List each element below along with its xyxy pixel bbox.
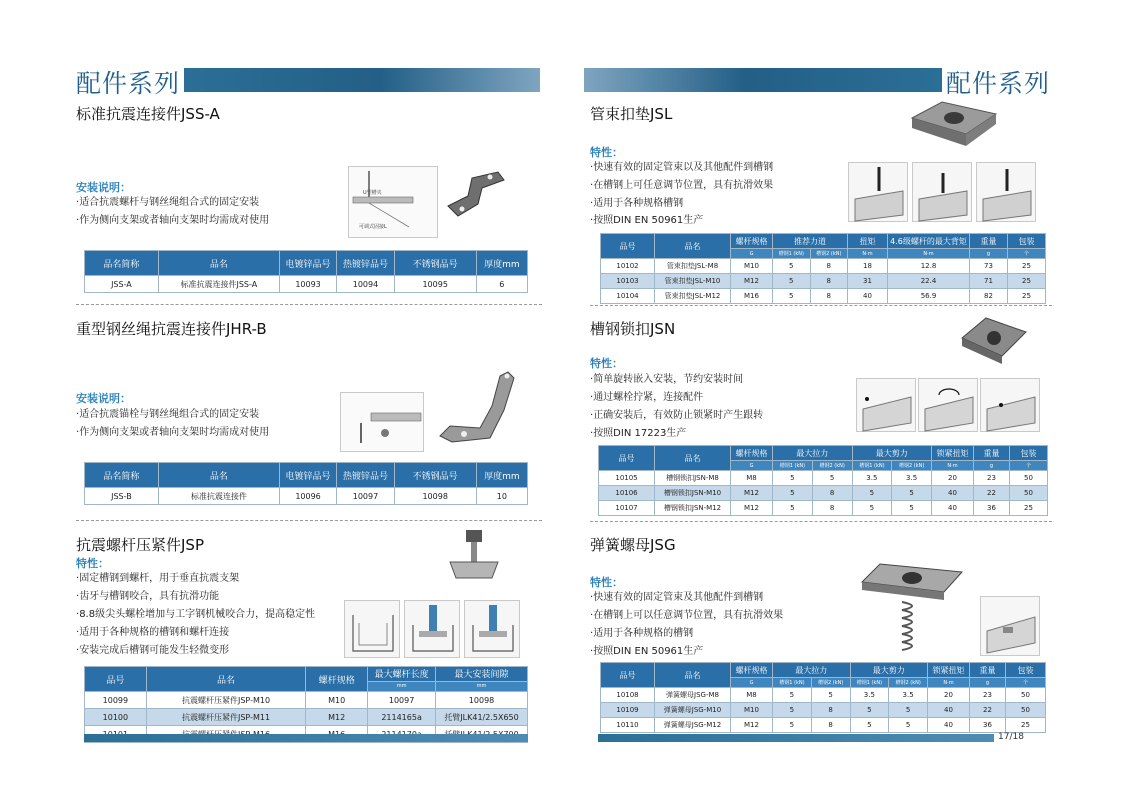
jsg-product-image: [858, 558, 968, 658]
table-row: 10104 管束扣垫JSL-M12 M16 5 8 40 56.9 82 25: [601, 289, 1046, 304]
jsg-diagram: [980, 596, 1040, 656]
jsg-title: 弹簧螺母JSG: [590, 536, 676, 554]
jhr-b-bullet-2: ·作为侧向支架或者轴向支架时均需成对使用: [76, 427, 270, 438]
jsp-bullet-1: ·固定槽钢到螺杆，用于垂直抗震支架: [76, 573, 240, 584]
jhr-b-title: 重型钢丝绳抗震连接件JHR-B: [76, 320, 267, 338]
divider: [590, 521, 1052, 522]
jsn-bullet-3: ·正确安装后，有效防止锁紧时产生跟转: [590, 410, 764, 421]
left-header-bar: [184, 68, 540, 92]
jss-a-title: 标准抗震连接件JSS-A: [76, 105, 220, 123]
jsp-bullet-2: ·齿牙与槽钢咬合，具有抗滑功能: [76, 591, 220, 602]
jsn-feature-title: 特性：: [590, 357, 623, 370]
divider: [590, 305, 1052, 306]
jsp-diagram-1: [344, 600, 400, 658]
table-row: 10100 抗震螺杆压紧件JSP-M11 M12 2114165a 托臂JLK41/2.5X650: [85, 709, 528, 726]
jss-a-diagram: [348, 166, 438, 238]
u-channel-label: U型槽夹: [363, 190, 382, 196]
jsl-diagram-3: [976, 162, 1036, 222]
table-row: 10110 弹簧螺母JSG-M12 M12 5 8 5 5 40 36 25: [601, 718, 1046, 733]
jsn-product-image: [956, 308, 1032, 368]
jsg-bullet-3: ·适用于各种规格的槽钢: [590, 628, 694, 639]
jsg-bullet-1: ·快速有效的固定管束及其他配件到槽钢: [590, 592, 764, 603]
table-row: 10106 槽钢锁扣JSN-M10 M12 5 8 5 5 40 22 50: [599, 486, 1048, 501]
jsg-bullet-4: ·按照DIN EN 50961生产: [590, 646, 704, 657]
jsg-feature-title: 特性：: [590, 576, 623, 589]
jsp-table: 品号 品名 螺杆规格 最大螺杆长度 最大安装间隙 mm mm 10099 抗震螺杆压紧件JSP-M10 M10 10097 10098 10100 抗震螺杆压紧件JSP-M11 M12 2114165a 托臂JLK41/2.5X650: [84, 666, 528, 743]
divider: [76, 520, 542, 521]
jsp-diagram-2: [404, 600, 460, 658]
jsg-bullet-2: ·在槽钢上可以任意调节位置，具有抗滑效果: [590, 610, 784, 621]
jsl-diagram-1: [848, 162, 908, 222]
jsp-product-image: [446, 528, 502, 590]
jsn-bullet-1: ·简单旋转嵌入安装，节约安装时间: [590, 374, 744, 385]
jsn-bullet-2: ·通过螺栓拧紧，连接配件: [590, 392, 704, 403]
jsn-diagram-1: [856, 378, 916, 432]
table-row: 10105 槽钢锁扣JSN-M8 M8 5 5 3.5 3.5 20 23 50: [599, 471, 1048, 486]
jsl-table: 品号 品名 螺杆规格 推荐力道 扭矩 4.6级螺杆的最大背矩 重量 包装 G 槽钢1 (kN) 槽钢2 (kN) N·m N·m g 个 10102 管束扣垫JSL-M8 M10 5 8 18 12.8 73 25 10103 管束扣垫JSL-M10 M12 5 8 31 22.4 71 25 10104 管束扣垫JSL-M12 M16 5 8 40 56.9 82 25: [600, 233, 1046, 304]
jsl-product-image: [906, 96, 1002, 158]
jsl-bullet-1: ·快速有效的固定管束以及其他配件到槽钢: [590, 162, 774, 173]
jsl-bullet-4: ·按照DIN EN 50961生产: [590, 215, 704, 226]
jsp-bullet-5: ·安装完成后槽钢可能发生轻微变形: [76, 645, 230, 656]
jsp-title: 抗震螺杆压紧件JSP: [76, 536, 204, 554]
jsl-feature-title: 特性：: [590, 146, 623, 159]
table-row: 10108 弹簧螺母JSG-M8 M8 5 5 3.5 3.5 20 23 50: [601, 688, 1046, 703]
jsp-bullet-4: ·适用于各种规格的槽钢和螺杆连接: [76, 627, 230, 638]
anchor-label: 可调式固接L: [359, 224, 387, 230]
jss-a-bullet-1: ·适合抗震螺杆与钢丝绳组合式的固定安装: [76, 197, 260, 208]
jhr-b-diagram: [340, 392, 424, 452]
jhr-b-product-image: [430, 366, 526, 452]
jsp-diagram-3: [464, 600, 520, 658]
jsl-bullet-3: ·适用于各种规格槽钢: [590, 198, 684, 209]
page-number: 17/18: [998, 732, 1024, 742]
jhr-b-table: 品名简称 品名 电镀锌品号 热镀锌品号 不锈钢品号 厚度mm JSS-B 标准抗震连接件 10096 10097 10098 10: [84, 462, 528, 505]
left-header-title: 配件系列: [76, 69, 181, 98]
jsn-title: 槽钢锁扣JSN: [590, 320, 676, 338]
jhr-b-bullet-1: ·适合抗震锚栓与钢丝绳组合式的固定安装: [76, 409, 260, 420]
right-header-bar: [584, 68, 942, 92]
jss-a-bullet-2: ·作为侧向支架或者轴向支架时均需成对使用: [76, 215, 270, 226]
table-row: JSS-B 标准抗震连接件 10096 10097 10098 10: [85, 488, 528, 505]
jss-a-product-image: [438, 166, 518, 236]
right-header-title: 配件系列: [946, 69, 1051, 98]
table-row: 10099 抗震螺杆压紧件JSP-M10 M10 10097 10098: [85, 692, 528, 709]
jsn-table: 品号 品名 螺杆规格 最大拉力 最大剪力 锁紧扭矩 重量 包装 G 槽钢1 (kN) 槽钢2 (kN) 槽钢1 (kN) 槽钢2 (kN) N·m g 个 10105 槽钢锁扣JSN-M8 M8 5 5 3.5 3.5 20 23 50 10106 槽钢锁扣JSN-M10 M12 5 8 5 5 40 22 50 10107 槽钢锁扣JSN-M12 M12 5 8 5 5 40 36 25: [598, 445, 1048, 516]
table-row: 10107 槽钢锁扣JSN-M12 M12 5 8 5 5 40 36 25: [599, 501, 1048, 516]
left-footer-bar: [84, 734, 528, 742]
jss-a-install-title: 安装说明：: [76, 181, 131, 194]
jsl-diagram-2: [912, 162, 972, 222]
jhr-b-install-title: 安装说明：: [76, 392, 131, 405]
jsn-diagram-3: [980, 378, 1040, 432]
jsp-bullet-3: ·8.8级尖头螺栓增加与工字钢机械咬合力，提高稳定性: [76, 609, 316, 620]
jss-a-table: 品名简称 品名 电镀锌品号 热镀锌品号 不锈钢品号 厚度mm JSS-A 标准抗震连接件JSS-A 10093 10094 10095 6: [84, 250, 528, 293]
table-row: 10102 管束扣垫JSL-M8 M10 5 8 18 12.8 73 25: [601, 259, 1046, 274]
jsn-diagram-2: [918, 378, 978, 432]
table-row: 10103 管束扣垫JSL-M10 M12 5 8 31 22.4 71 25: [601, 274, 1046, 289]
right-footer-bar: [598, 734, 994, 742]
jsp-feature-title: 特性：: [76, 557, 109, 570]
jsl-bullet-2: ·在槽钢上可任意调节位置，具有抗滑效果: [590, 180, 774, 191]
jsn-bullet-4: ·按照DIN 17223生产: [590, 428, 687, 439]
table-row: JSS-A 标准抗震连接件JSS-A 10093 10094 10095 6: [85, 276, 528, 293]
jsg-table: 品号 品名 螺杆规格 最大拉力 最大剪力 锁紧扭矩 重量 包装 G 槽钢1 (kN) 槽钢2 (kN) 槽钢1 (kN) 槽钢2 (kN) N·m g 个 10108 弹簧螺母JSG-M8 M8 5 5 3.5 3.5 20 23 50 10109 弹簧螺母JSG-M10 M10 5 8 5 5 40 22 50 10110 弹簧螺母JSG-M12 M12 5 8 5 5 40 36 25: [600, 662, 1046, 733]
jsl-title: 管束扣垫JSL: [590, 105, 673, 123]
divider: [76, 304, 542, 305]
table-row: 10109 弹簧螺母JSG-M10 M10 5 8 5 5 40 22 50: [601, 703, 1046, 718]
